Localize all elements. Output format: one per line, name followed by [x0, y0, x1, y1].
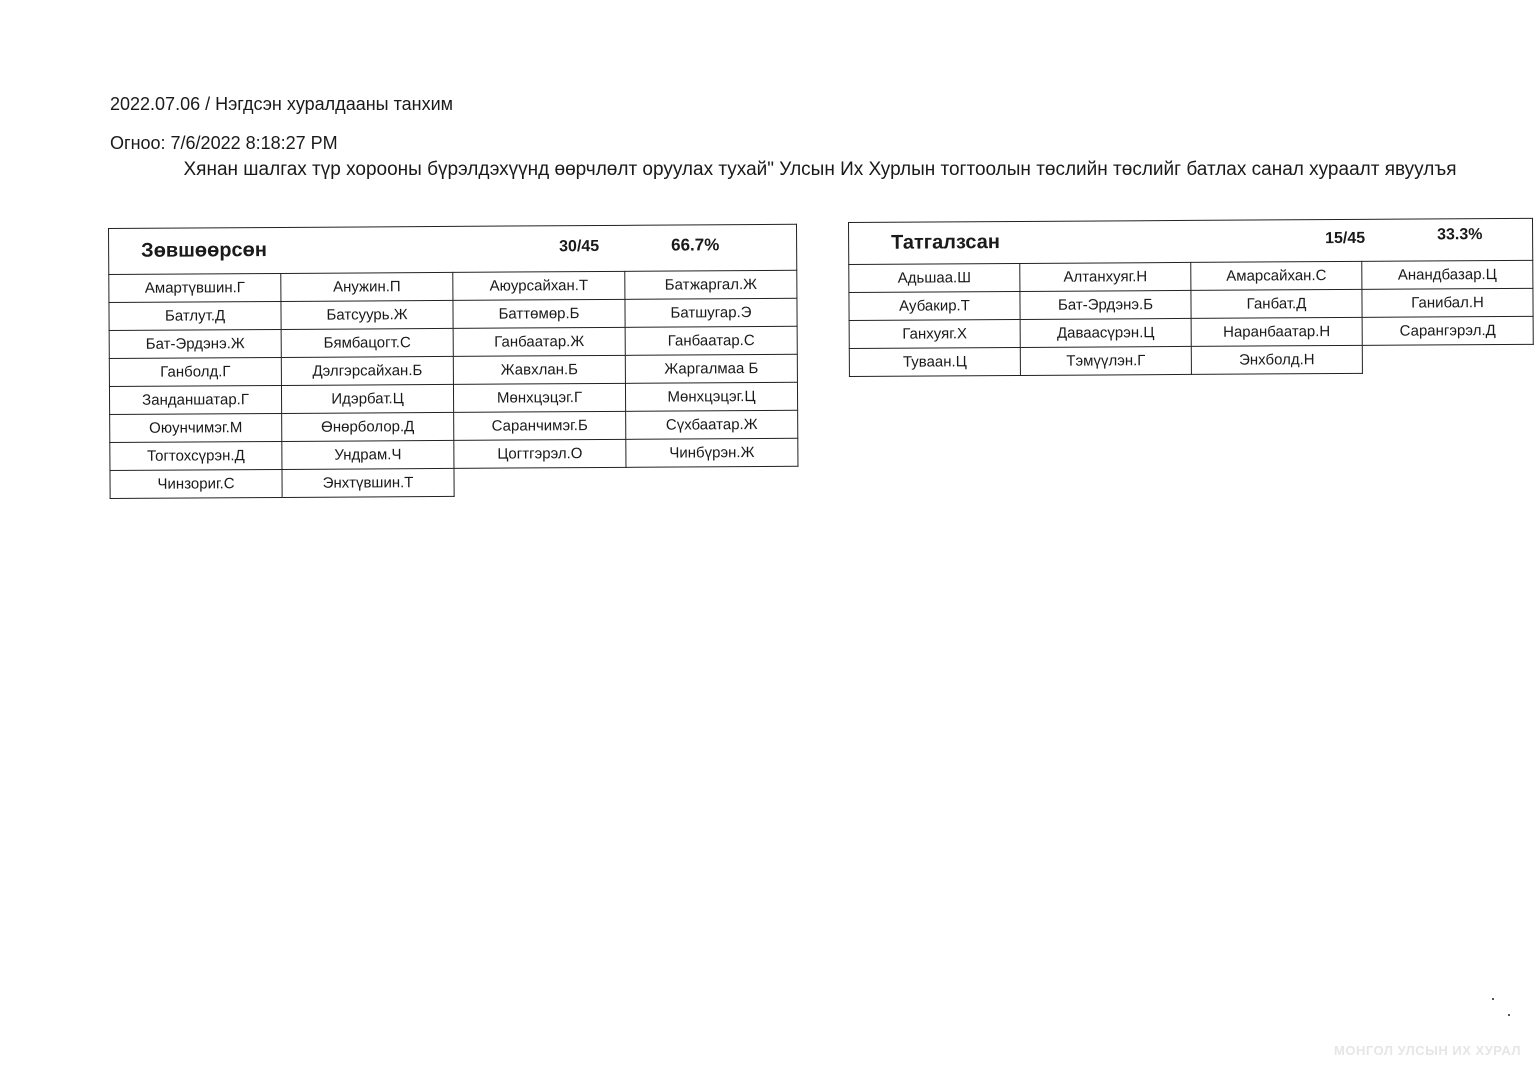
approve-header	[109, 224, 797, 274]
reject-name-grid	[849, 260, 1534, 376]
member-name-cell: Жавхлан.Б	[453, 355, 625, 384]
member-name-cell: Мөнхцэцэг.Ц	[625, 382, 797, 411]
name-row	[849, 316, 1533, 348]
member-name-cell: Анандбазар.Ц	[1362, 260, 1533, 289]
member-name-cell: Бат-Эрдэнэ.Б	[1020, 290, 1191, 319]
member-name-cell: Чинбүрэн.Ж	[626, 438, 798, 467]
member-name-cell: Тогтохсүрэн.Д	[110, 441, 282, 470]
reject-count: 15/45	[1325, 229, 1366, 248]
name-row	[109, 382, 797, 414]
member-name-cell: Даваасүрэн.Ц	[1020, 318, 1191, 347]
member-name-cell: Бямбацогт.С	[281, 328, 453, 357]
member-name-cell: Жаргалмаа Б	[625, 354, 797, 383]
approve-label: Зөвшөөрсөн	[141, 239, 267, 262]
name-row	[110, 410, 798, 442]
member-name-cell: Мөнхцэцэг.Г	[453, 383, 625, 412]
motion-title: Хянан шалгах түр хорооны бүрэлдэхүүнд өөрчлөлт оруулах тухай" Улсын Их Хурлын тогтоолын төслийн төслийг батлах санал хураалт явуулъя	[183, 159, 1457, 180]
member-name-cell: Ганибал.Н	[1362, 288, 1533, 317]
member-name-cell: Өнөрболор.Д	[282, 412, 454, 441]
reject-percent: 33.3%	[1437, 226, 1483, 244]
date-location-line: 2022.07.06 / Нэгдсэн хуралдааны танхим	[110, 94, 454, 114]
member-name-cell: Батсуурь.Ж	[281, 300, 453, 329]
member-name-cell: Тэмүүлэн.Г	[1020, 346, 1191, 375]
reject-header	[849, 218, 1533, 264]
member-name-cell: Ганболд.Г	[109, 357, 281, 386]
name-row	[110, 466, 798, 498]
member-name-cell: Батлут.Д	[109, 301, 281, 330]
name-row	[849, 288, 1533, 320]
member-name-cell: Батшугар.Э	[625, 298, 797, 327]
member-name-cell: Алтанхуяг.Н	[1020, 262, 1191, 291]
approve-name-grid	[109, 270, 798, 498]
member-name-cell: Дэлгэрсайхан.Б	[281, 356, 453, 385]
member-name-cell: Ганбаатар.С	[625, 326, 797, 355]
member-name-cell: Сүхбаатар.Ж	[626, 410, 798, 439]
name-row	[109, 354, 797, 386]
name-row	[849, 260, 1533, 292]
member-name-cell: Цогтгэрэл.О	[454, 439, 626, 468]
member-name-cell: Идэрбат.Ц	[281, 384, 453, 413]
approve-table	[108, 224, 799, 499]
empty-cell	[454, 467, 626, 496]
name-row	[109, 326, 797, 358]
member-name-cell: Ганхуяг.Х	[849, 319, 1020, 348]
member-name-cell: Сарангэрэл.Д	[1362, 316, 1533, 345]
name-row	[109, 270, 797, 302]
member-name-cell: Саранчимэг.Б	[454, 411, 626, 440]
reject-label: Татгалзсан	[891, 231, 1001, 254]
approve-header-row	[109, 224, 797, 274]
member-name-cell: Чинзориг.С	[110, 469, 282, 498]
member-name-cell: Баттөмөр.Б	[453, 299, 625, 328]
approve-percent: 66.7%	[671, 235, 720, 255]
reject-header-row	[849, 218, 1533, 264]
member-name-cell: Аюурсайхан.Т	[453, 271, 625, 300]
member-name-cell: Амартүвшин.Г	[109, 273, 281, 302]
timestamp-line: Огноо: 7/6/2022 8:18:27 PM	[110, 133, 338, 153]
name-row	[109, 298, 797, 330]
member-name-cell: Ундрам.Ч	[282, 440, 454, 469]
name-row	[849, 344, 1533, 376]
member-name-cell: Занданшатар.Г	[109, 385, 281, 414]
empty-cell	[626, 466, 798, 495]
member-name-cell: Бат-Эрдэнэ.Ж	[109, 329, 281, 358]
member-name-cell: Оюунчимэг.М	[110, 413, 282, 442]
reject-table	[848, 218, 1534, 377]
member-name-cell: Энхболд.Н	[1191, 345, 1362, 374]
member-name-cell: Ганбат.Д	[1191, 289, 1362, 318]
scan-speck	[1508, 1014, 1510, 1016]
member-name-cell: Аубакир.Т	[849, 291, 1020, 320]
member-name-cell: Туваан.Ц	[849, 347, 1020, 376]
approve-count: 30/45	[559, 238, 600, 256]
member-name-cell: Наранбаатар.Н	[1191, 317, 1362, 346]
watermark: МОНГОЛ УЛСЫН ИХ ХУРАЛ	[1334, 1043, 1521, 1058]
empty-cell	[1362, 344, 1533, 373]
member-name-cell: Амарсайхан.С	[1191, 261, 1362, 290]
member-name-cell: Энхтүвшин.Т	[282, 468, 454, 497]
member-name-cell: Адьшаа.Ш	[849, 263, 1020, 292]
member-name-cell: Анужин.П	[281, 272, 453, 301]
scan-speck	[1492, 998, 1494, 1000]
name-row	[110, 438, 798, 470]
member-name-cell: Ганбаатар.Ж	[453, 327, 625, 356]
member-name-cell: Батжаргал.Ж	[625, 270, 797, 299]
